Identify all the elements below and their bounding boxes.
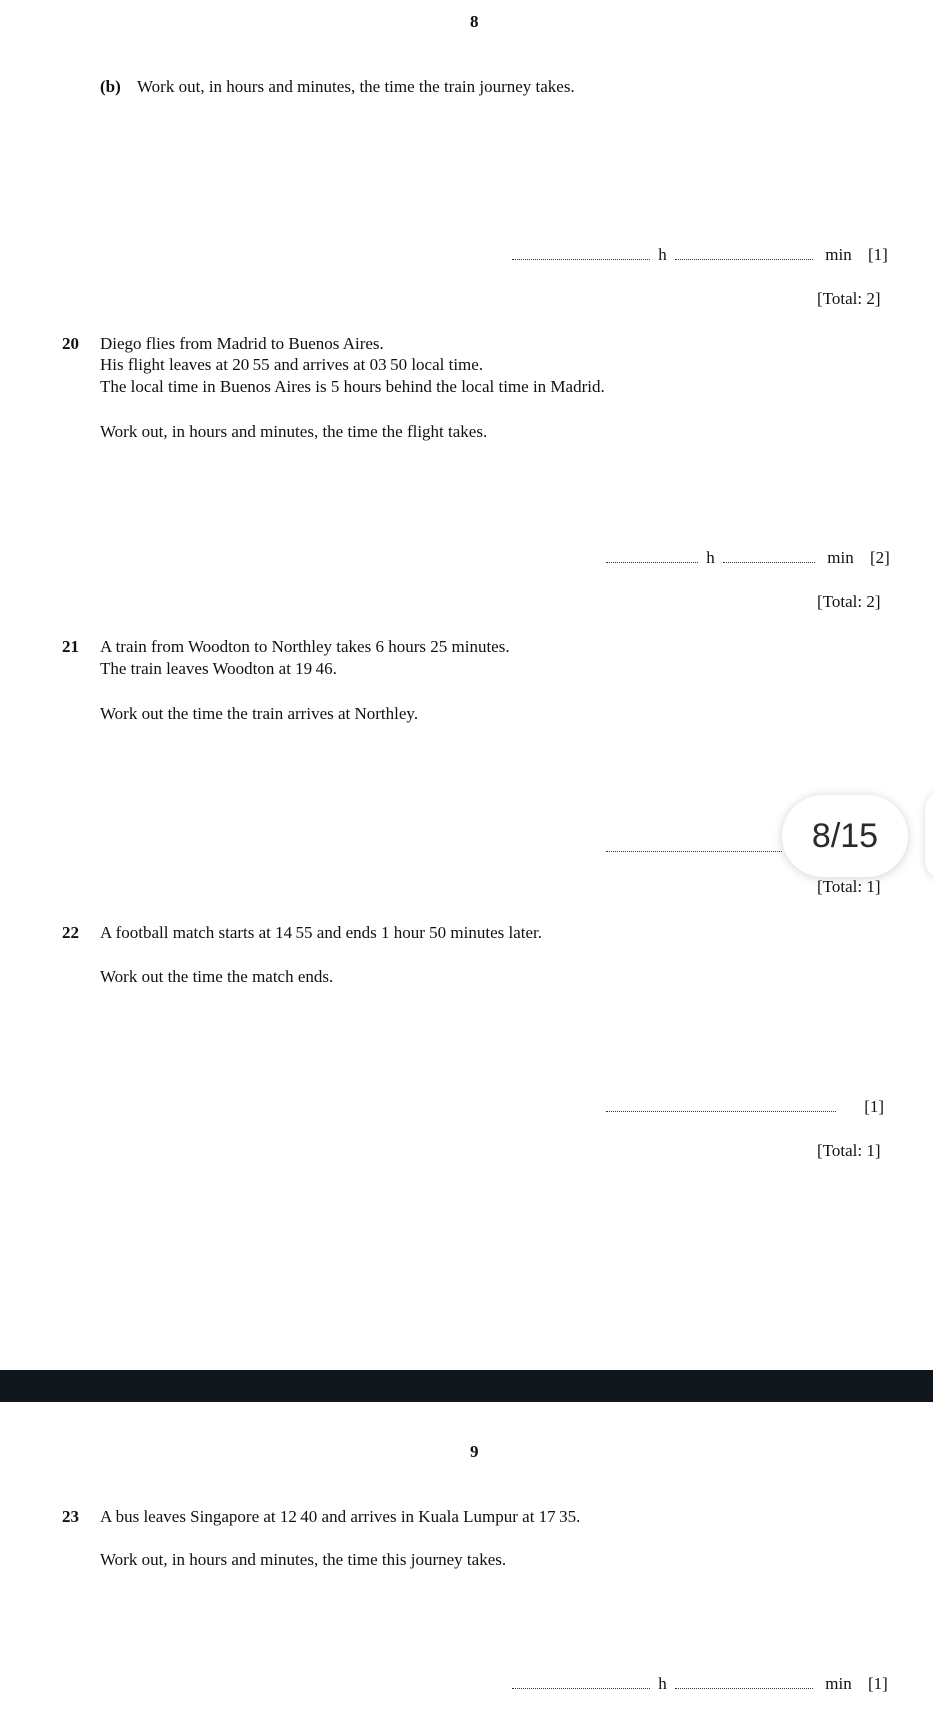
minutes-unit: min xyxy=(825,245,852,264)
page-indicator: 8/15 xyxy=(782,795,908,877)
answer-dots[interactable] xyxy=(606,1110,836,1112)
hours-unit: h xyxy=(658,245,667,264)
q21-answer-line[interactable] xyxy=(606,836,782,858)
hours-unit: h xyxy=(658,1674,667,1693)
question-instruction: Work out, in hours and minutes, the time this journey takes. xyxy=(100,1550,507,1569)
total-marks: [Total: 2] xyxy=(817,592,881,611)
minutes-answer-dots[interactable] xyxy=(675,1687,813,1689)
question-line: A football match starts at 14 55 and ends 1 hour 50 minutes later. xyxy=(100,923,543,942)
part-b-text: Work out, in hours and minutes, the time the train journey takes. xyxy=(137,77,575,96)
hours-unit: h xyxy=(706,548,715,567)
hours-answer-dots[interactable] xyxy=(512,1687,650,1689)
question-number: 20 xyxy=(62,334,79,353)
part-b-label: (b) xyxy=(100,77,121,96)
minutes-unit: min xyxy=(827,548,854,567)
question-number: 21 xyxy=(62,637,79,656)
hours-answer-dots[interactable] xyxy=(606,561,698,563)
question-number: 23 xyxy=(62,1507,79,1526)
q22-answer-line[interactable] xyxy=(606,1096,884,1118)
total-marks: [Total: 2] xyxy=(817,289,881,308)
minutes-unit: min xyxy=(825,1674,852,1693)
total-marks: [Total: 1] xyxy=(817,877,881,896)
total-marks: [Total: 1] xyxy=(817,1141,881,1160)
marks: [2] xyxy=(869,548,890,567)
marks: [1] xyxy=(864,1097,885,1116)
next-page-edge xyxy=(925,790,933,880)
question-line: His flight leaves at 20 55 and arrives at 03 50 local time. xyxy=(100,355,484,374)
hours-answer-dots[interactable] xyxy=(512,258,650,260)
minutes-answer-dots[interactable] xyxy=(675,258,813,260)
part-b-answer-line[interactable] xyxy=(512,244,888,266)
question-number: 22 xyxy=(62,923,79,942)
marks: [1] xyxy=(867,1674,888,1693)
question-line: A bus leaves Singapore at 12 40 and arrives in Kuala Lumpur at 17 35. xyxy=(100,1507,581,1526)
question-line: The local time in Buenos Aires is 5 hours behind the local time in Madrid. xyxy=(100,377,605,396)
page-number: 9 xyxy=(470,1442,479,1461)
question-instruction: Work out, in hours and minutes, the time the flight takes. xyxy=(100,422,488,441)
answer-dots[interactable] xyxy=(606,850,782,852)
question-line: The train leaves Woodton at 19 46. xyxy=(100,659,337,678)
question-instruction: Work out the time the match ends. xyxy=(100,967,334,986)
question-instruction: Work out the time the train arrives at Northley. xyxy=(100,704,419,723)
minutes-answer-dots[interactable] xyxy=(723,561,815,563)
q20-answer-line[interactable] xyxy=(606,547,890,569)
question-line: A train from Woodton to Northley takes 6 hours 25 minutes. xyxy=(100,637,510,656)
question-line: Diego flies from Madrid to Buenos Aires. xyxy=(100,334,384,353)
marks: [1] xyxy=(867,245,888,264)
page-divider xyxy=(0,1370,933,1402)
page-number: 8 xyxy=(470,12,479,31)
q23-answer-line[interactable] xyxy=(512,1673,888,1695)
